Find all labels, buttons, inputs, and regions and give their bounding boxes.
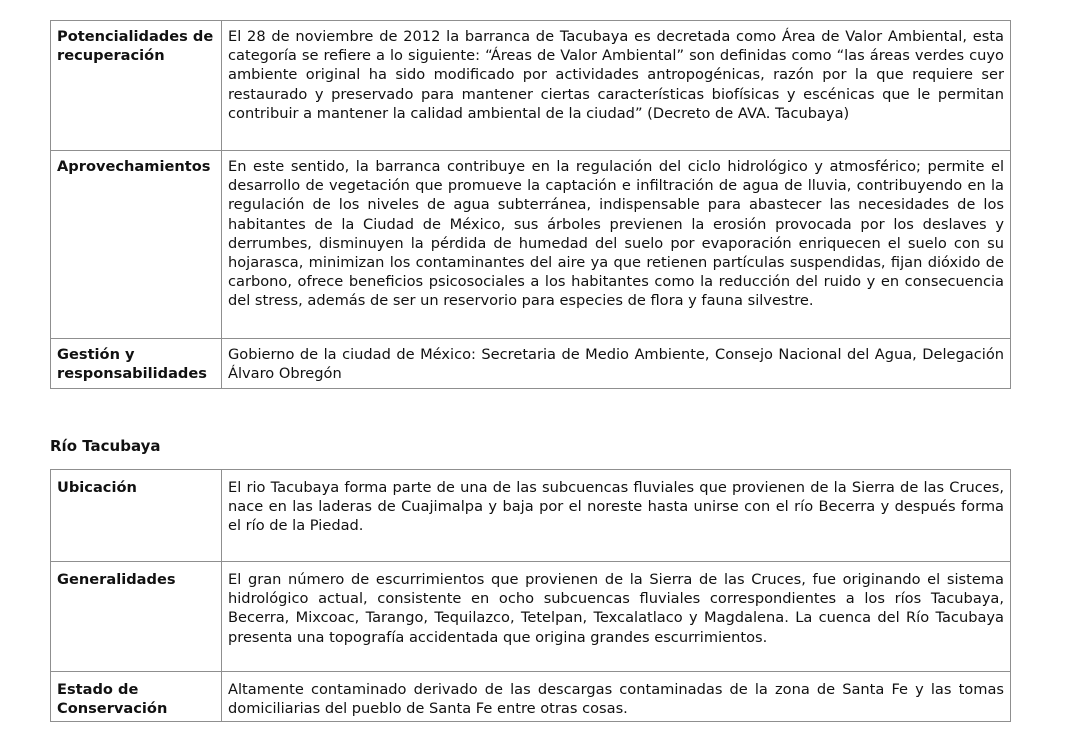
document-page bbox=[50, 20, 1011, 722]
row-content: El rio Tacubaya forma parte de una de las subcuencas fluviales que provienen de la Sierra de las Cruces, nace en las laderas de Cuajimalpa y baja por el noreste hasta unirse con el río Becerra y después forma el río de la Piedad. bbox=[222, 470, 1011, 562]
row-content: En este sentido, la barranca contribuye en la regulación del ciclo hidrológico y atmosférico; permite el desarrollo de vegetación que promueve la captación e infiltración de agua de lluvia, contribuyendo en la regulación de los niveles de agua subterránea, indispensable para abastecer las necesidades de los habitantes de la Ciudad de México, sus árboles previenen la erosión provocada por los deslaves y derrumbes, disminuyen la pérdida de humedad del suelo por evaporación enriquecen el suelo con su hojarasca, minimizan los contaminantes del aire ya que retienen partículas suspendidas, fijan dióxido de carbono, ofrece beneficios psicosociales a los habitantes como la reducción del ruido y en consecuencia del stress, además de ser un reservorio para especies de flora y fauna silvestre. bbox=[222, 151, 1011, 339]
row-content: El 28 de noviembre de 2012 la barranca de Tacubaya es decretada como Área de Valor Ambiental, esta categoría se refiere a lo siguiente: “Áreas de Valor Ambiental” son definidas como “las áreas verdes cuyo ambiente original ha sido modificado por actividades antropogénicas, razón por la que requiere ser restaurado y preservado para mantener ciertas características biofísicas y escénicas que le permitan contribuir a mantener la calidad ambiental de la ciudad” (Decreto de AVA. Tacubaya) bbox=[222, 21, 1011, 151]
row-label: Estado de Conservación bbox=[51, 672, 222, 722]
row-label: Potencialidades de recuperación bbox=[51, 21, 222, 151]
barranca-info-table bbox=[50, 20, 1011, 389]
row-label: Gestión y responsabilidades bbox=[51, 339, 222, 389]
row-content: El gran número de escurrimientos que provienen de la Sierra de las Cruces, fue originando el sistema hidrológico actual, consistente en ocho subcuencas fluviales correspondientes a los ríos Tacubaya, Becerra, Mixcoac, Tarango, Tequilazco, Tetelpan, Texcalatlaco y Magdalena. La cuenca del Río Tacubaya presenta una topografía accidentada que origina grandes escurrimientos. bbox=[222, 562, 1011, 672]
table-row bbox=[51, 470, 1011, 562]
row-content: Altamente contaminado derivado de las descargas contaminadas de la zona de Santa Fe y las tomas domiciliarias del pueblo de Santa Fe entre otras cosas. bbox=[222, 672, 1011, 722]
row-content: Gobierno de la ciudad de México: Secretaria de Medio Ambiente, Consejo Nacional del Agua, Delegación Álvaro Obregón bbox=[222, 339, 1011, 389]
section-title: Río Tacubaya bbox=[50, 437, 161, 455]
table-row bbox=[51, 672, 1011, 722]
table-row bbox=[51, 21, 1011, 151]
table-row bbox=[51, 151, 1011, 339]
table-row bbox=[51, 339, 1011, 389]
row-label: Ubicación bbox=[51, 470, 222, 562]
row-label: Aprovechamientos bbox=[51, 151, 222, 339]
row-label: Generalidades bbox=[51, 562, 222, 672]
rio-tacubaya-table bbox=[50, 469, 1011, 722]
table-row bbox=[51, 562, 1011, 672]
